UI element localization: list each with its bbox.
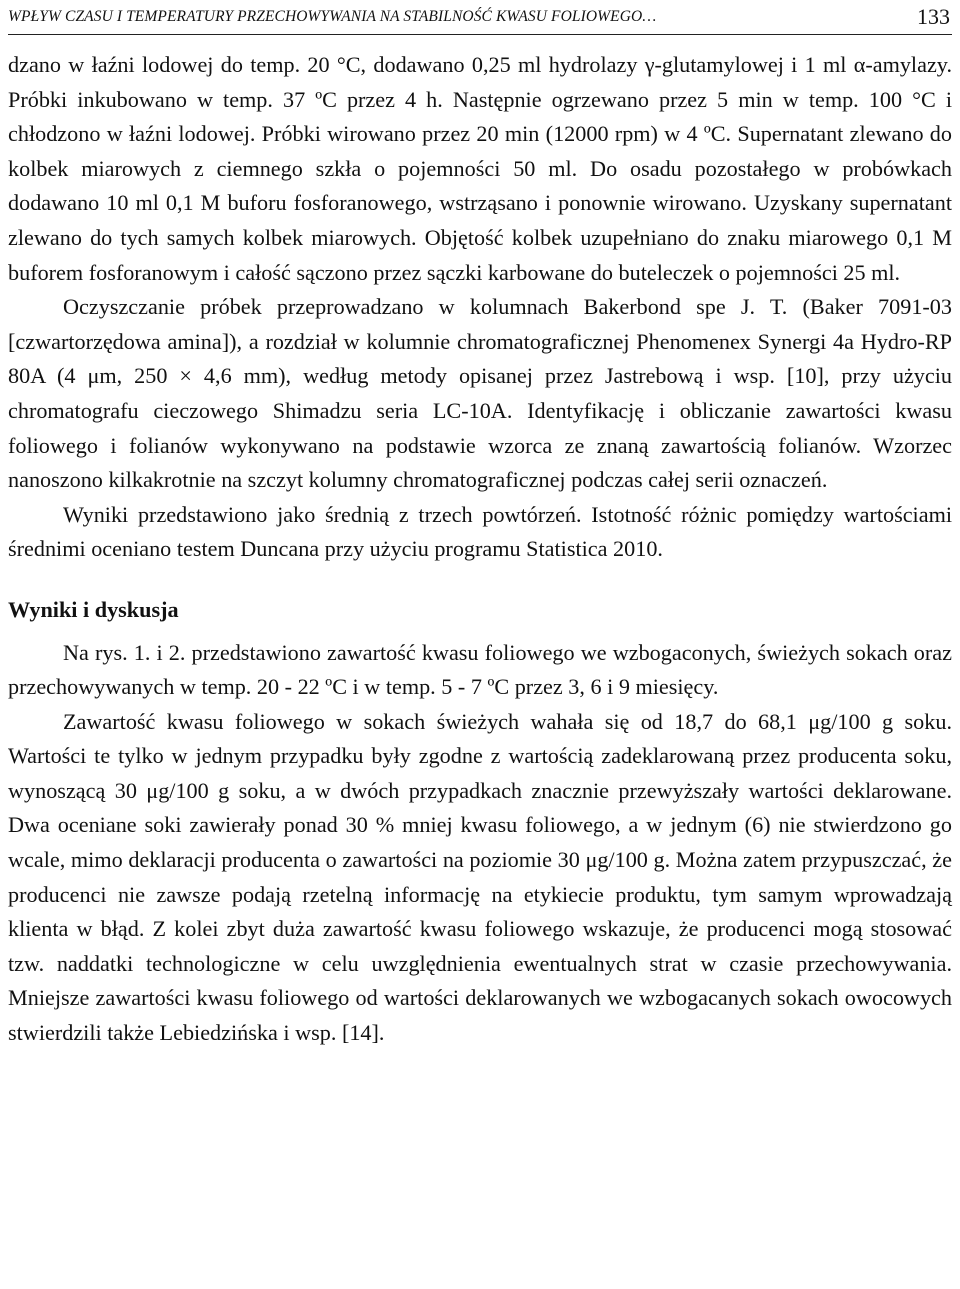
- methods-paragraph-purification: Oczyszczanie próbek przeprowadzano w kolumnach Bakerbond spe J. T. (Baker 7091-03 [czwartorzędowa amina]), a rozdział w kolumnie chromatograficznej Phenomenex Synergi 4a Hydro-RP 80A (4 μm, 250 × 4,6 mm), według metody opisanej przez Jastrebową i wsp. [10], przy użyciu chromatografu cieczowego Shimadzu seria LC-10A. Identyfikację i obliczanie zawartości kwasu foliowego i folianów wykonywano na podstawie wzorca ze znaną zawartością folianów. Wzorzec nanoszono kilkakrotnie na szczyt kolumny chromatograficznej podczas całej serii oznaczeń.: [8, 294, 952, 493]
- methods-paragraph-statistics: Wyniki przedstawiono jako średnią z trzech powtórzeń. Istotność różnic pomiędzy wartościami średnimi oceniano testem Duncana przy użyciu programu Statistica 2010.: [8, 501, 952, 562]
- page-number: 133: [917, 4, 950, 29]
- running-header: [8, 2, 952, 35]
- methods-paragraph-extraction: dzano w łaźni lodowej do temp. 20 °C, dodawano 0,25 ml hydrolazy γ-glutamylowej i 1 ml α-amylazy. Próbki inkubowano w temp. 37 ºC przez 4 h. Następnie ogrzewano przez 5 min w temp. 100 °C i chłodzono w łaźni lodowej. Próbki wirowano przez 20 min (12000 rpm) w 4 ºC. Supernatant zlewano do kolbek miarowych z ciemnego szkła o pojemności 50 ml. Do osadu pozostałego w probówkach dodawano 10 ml 0,1 M buforu fosforanowego, wstrząsano i ponownie wirowano. Uzyskany supernatant zlewano do tych samych kolbek miarowych. Objętość kolbek uzupełniano do znaku miarowego 0,1 M buforem fosforanowym i całość sączono przez sączki karbowane do buteleczek o pojemności 25 ml.: [8, 52, 952, 285]
- results-paragraph-figures: Na rys. 1. i 2. przedstawiono zawartość kwasu foliowego we wzbogaconych, świeżych sokach oraz przechowywanych w temp. 20 - 22 ºC i w temp. 5 - 7 ºC przez 3, 6 i 9 miesięcy.: [8, 639, 952, 700]
- document-page: [8, 0, 952, 1289]
- results-paragraph-content: Zawartość kwasu foliowego w sokach świeżych wahała się od 18,7 do 68,1 μg/100 g soku. Wartości te tylko w jednym przypadku były zgodne z wartością zadeklarowaną przez producenta soku, wynoszącą 30 μg/100 g soku, a w dwóch przypadkach znacznie przewyższały wartości deklarowane. Dwa oceniane soki zawierały ponad 30 % mniej kwasu foliowego, a w jednym (6) nie stwierdzono go wcale, mimo deklaracji producenta o zawartości na poziomie 30 μg/100 g. Można zatem przypuszczać, że producenci nie zawsze podają rzetelną informację na etykiecie produktu, tym samym wprowadzają klienta w błąd. Z kolei zbyt duża zawartość kwasu foliowego wskazuje, że producenci mogą stosować tzw. naddatki technologiczne w celu uwzględnienia ewentualnych strat w czasie przechowywania. Mniejsze zawartości kwasu foliowego od wartości deklarowanych we wzbogacanych sokach owocowych stwierdzili także Lebiedzińska i wsp. [14].: [8, 708, 952, 1046]
- running-title: WPŁYW CZASU I TEMPERATURY PRZECHOWYWANIA NA STABILNOŚĆ KWASU FOLIOWEGO…: [8, 8, 657, 25]
- section-heading-results: Wyniki i dyskusja: [8, 596, 179, 622]
- body-text: [8, 48, 952, 1051]
